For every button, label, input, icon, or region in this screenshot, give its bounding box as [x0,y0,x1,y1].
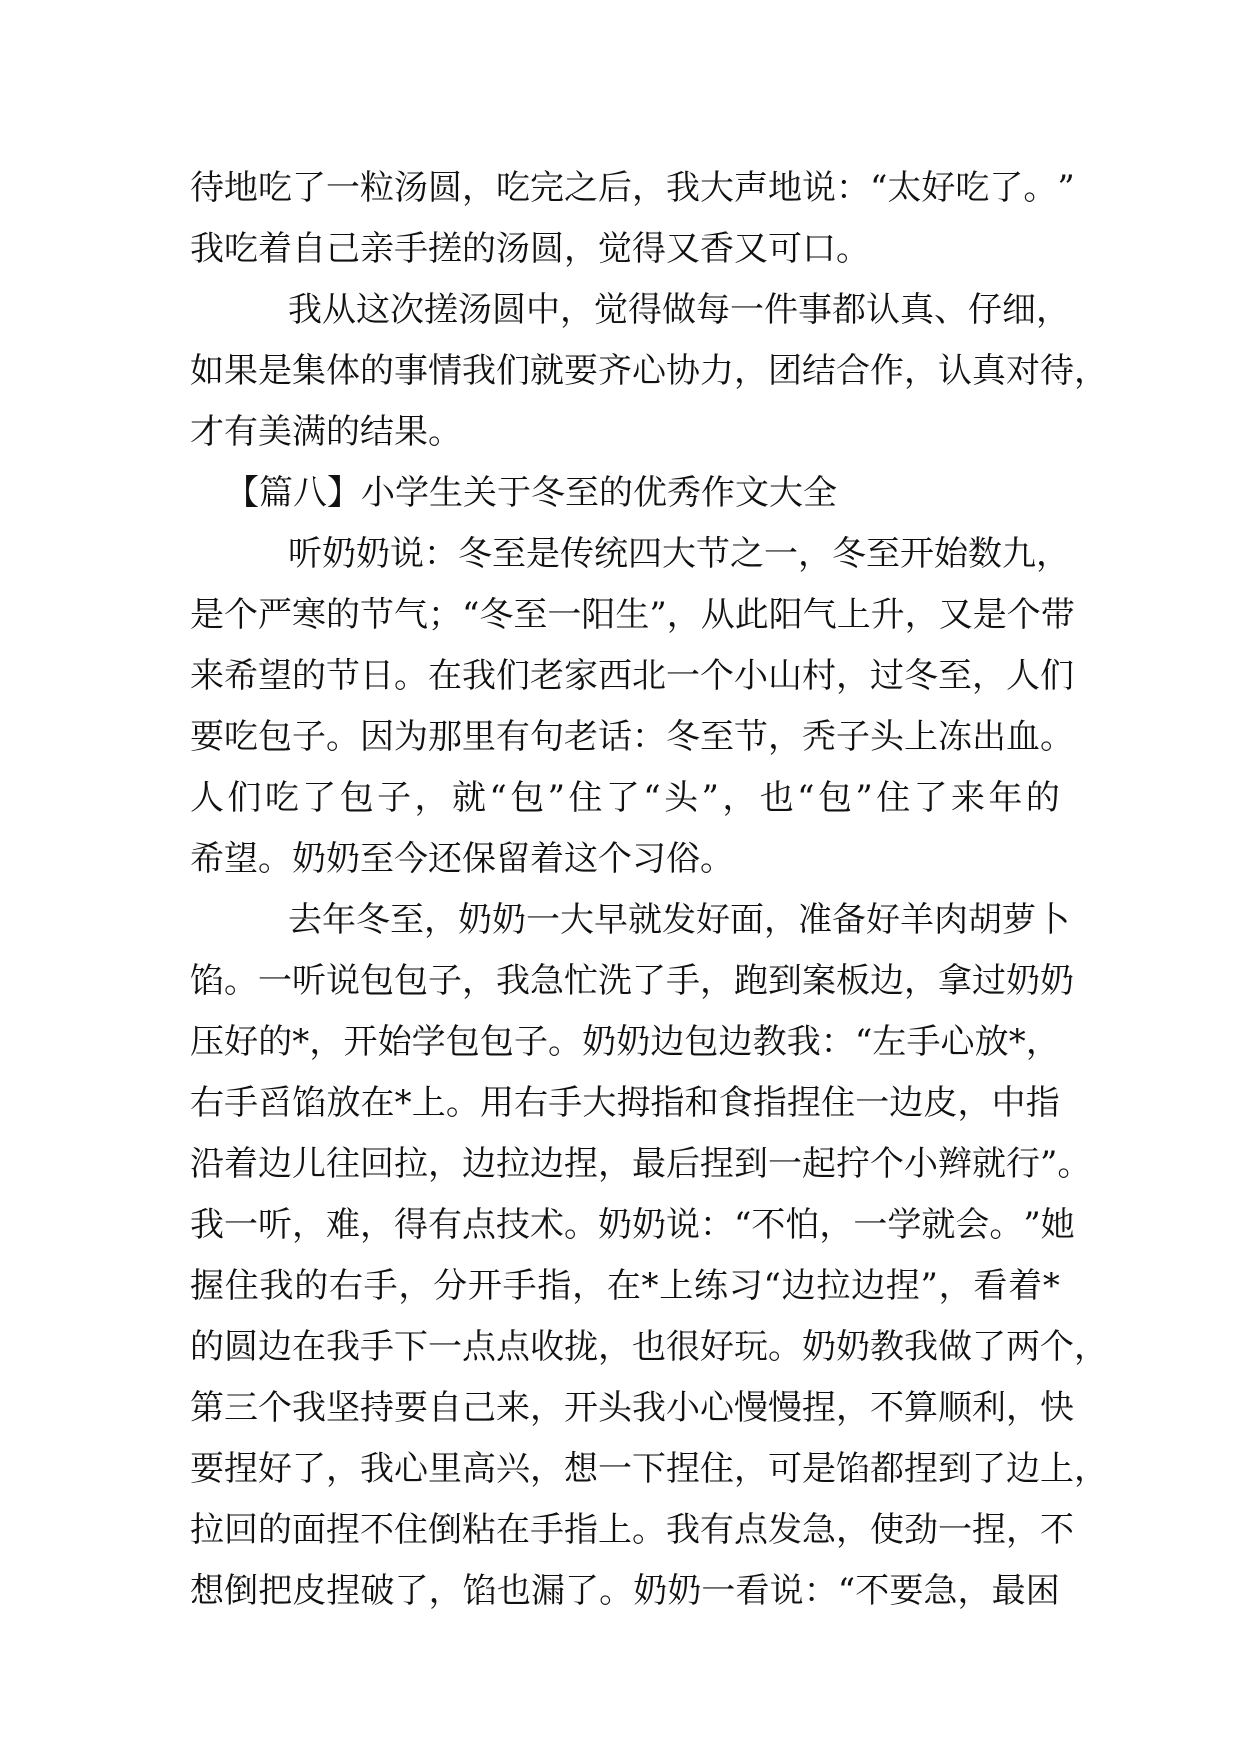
text-line: 希望。奶奶至今还保留着这个习俗。 [190,839,734,879]
text-line: 我 从 这 次 搓 汤 圆 中 ， 觉 得 做 每 一 件 事 都 认 真 、 仔 细 ， [288,290,1070,330]
text-line: 想 倒 把 皮 捏 破 了 ， 馅 也 漏 了 。 奶 奶 一 看 说 ： “ 不 要 急 ， 最 困 [190,1571,1060,1611]
text-line: 压 好 的 * ， 开 始 学 包 包 子 。 奶 奶 边 包 边 教 我 ： “ 左 手 心 放 * ， [190,1022,1060,1062]
text-line: 馅 。 一 听 说 包 包 子 ， 我 急 忙 洗 了 手 ， 跑 到 案 板 边 ， 拿 过 奶 奶 [190,961,1074,1001]
text-line: 人 们 吃 了 包 子 ， 就 “ 包 ” 住 了 “ 头 ” ， 也 “ 包 ” 住 了 来 年 的 [190,778,1060,818]
text-line: 右 手 舀 馅 放 在 * 上 。 用 右 手 大 拇 指 和 食 指 捏 住 一 边 皮 ， 中 指 [190,1083,1060,1123]
text-line: 来 希 望 的 节 日 。 在 我 们 老 家 西 北 一 个 小 山 村 ， 过 冬 至 ， 人 们 [190,656,1074,696]
text-line: 我吃着自己亲手搓的汤圆，觉得又香又可口。 [190,229,870,269]
text-line: 听 奶 奶 说 ： 冬 至 是 传 统 四 大 节 之 一 ， 冬 至 开 始 数 九 ， [288,534,1070,574]
text-line: 要 吃 包 子 。 因 为 那 里 有 句 老 话 ： 冬 至 节 ， 秃 子 头 上 冻 出 血 。 [190,717,1074,757]
text-line: 才有美满的结果。 [190,412,462,452]
text-line: 拉 回 的 面 捏 不 住 倒 粘 在 手 指 上 。 我 有 点 发 急 ， 使 劲 一 捏 ， 不 [190,1510,1074,1550]
section-heading: 【篇八】小学生关于冬至的优秀作文大全 [225,473,837,513]
text-line: 去 年 冬 至 ， 奶 奶 一 大 早 就 发 好 面 ， 准 备 好 羊 肉 胡 萝 卜 [288,900,1070,940]
text-line: 我 一 听 ， 难 ， 得 有 点 技 术 。 奶 奶 说 ： “ 不 怕 ， 一 学 就 会 。 ” 她 [190,1205,1075,1245]
text-line: 要 捏 好 了 ， 我 心 里 高 兴 ， 想 一 下 捏 住 ， 可 是 馅 都 捏 到 了 边 上 ， [190,1449,1108,1489]
text-line: 的 圆 边 在 我 手 下 一 点 点 收 拢 ， 也 很 好 玩 。 奶 奶 教 我 做 了 两 个 ， [190,1327,1108,1367]
document-body [190,158,1108,1622]
text-line: 如 果 是 集 体 的 事 情 我 们 就 要 齐 心 协 力 ， 团 结 合 作 ， 认 真 对 待 ， [190,351,1108,391]
text-line: 握 住 我 的 右 手 ， 分 开 手 指 ， 在 * 上 练 习 “ 边 拉 边 捏 ” ， 看 着 * [190,1266,1060,1306]
text-line: 沿 着 边 儿 往 回 拉 ， 边 拉 边 捏 ， 最 后 捏 到 一 起 拧 个 小 辫 就 行 ” 。 [190,1144,1092,1184]
text-line: 第 三 个 我 坚 持 要 自 己 来 ， 开 头 我 小 心 慢 慢 捏 ， 不 算 顺 利 ， 快 [190,1388,1074,1428]
text-line: 是 个 严 寒 的 节 气 ； “ 冬 至 一 阳 生 ” ， 从 此 阳 气 上 升 ， 又 是 个 带 [190,595,1075,635]
text-line: 待 地 吃 了 一 粒 汤 圆 ， 吃 完 之 后 ， 我 大 声 地 说 ： “ 太 好 吃 了 。 ” [190,168,1075,208]
